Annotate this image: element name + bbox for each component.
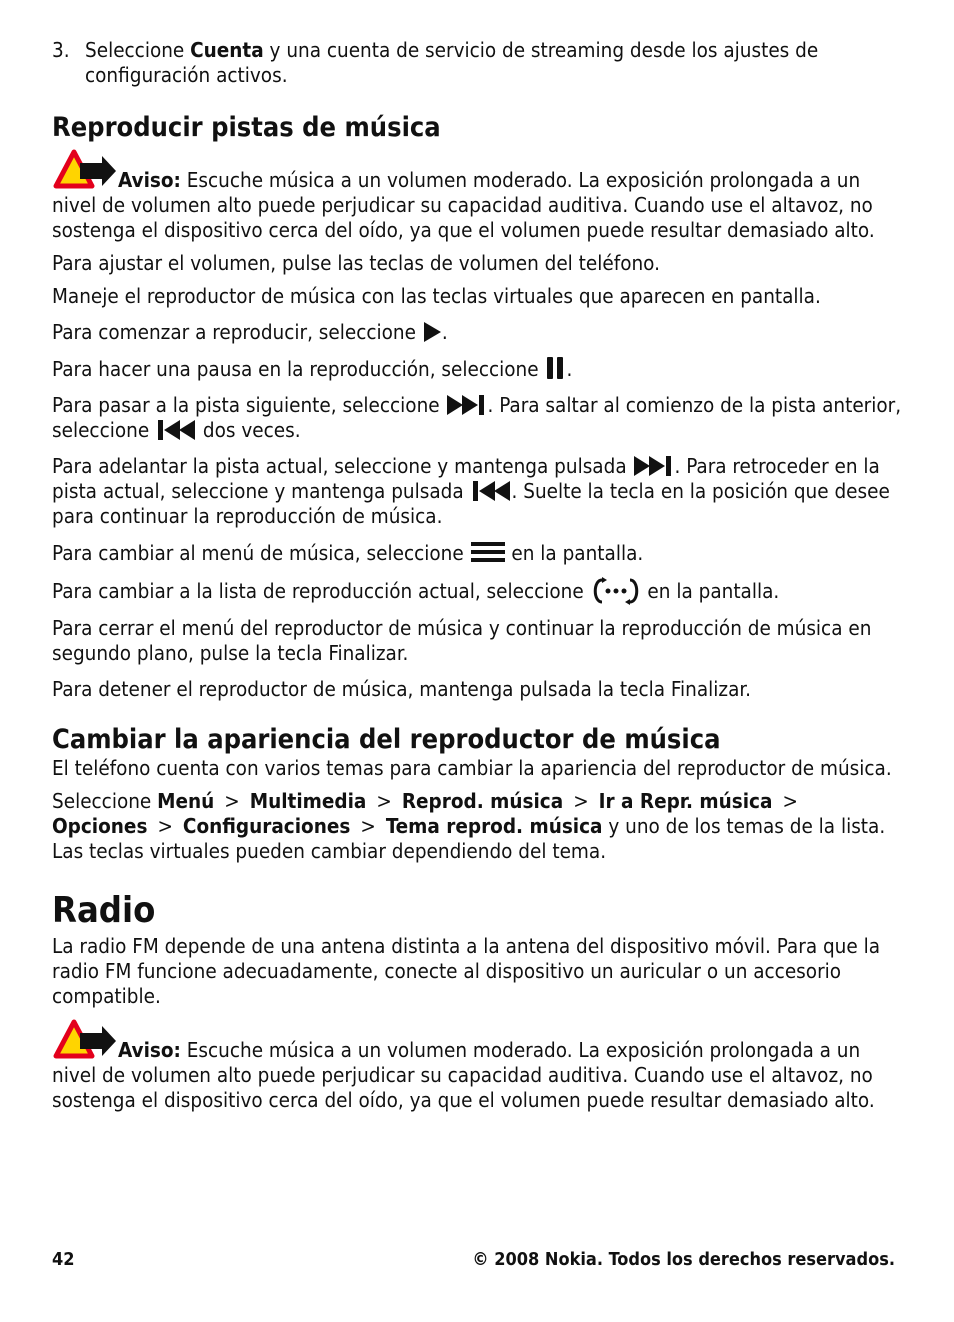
menu-icon <box>470 540 506 564</box>
section-title-play-tracks: Reproducir pistas de música <box>52 112 441 143</box>
paragraph-fast-forward-rewind: Para adelantar la pista actual, seleccione y mantenga pulsada . Para retroceder en la pista actual, seleccione y mantenga pulsada . Suelte la tecla en la posición que desee para continuar la reproducción de música. <box>52 454 890 528</box>
paragraph-stop-player: Para detener el reproductor de música, mantenga pulsada la tecla Finalizar. <box>52 677 751 701</box>
previous-track-icon <box>155 419 197 441</box>
document-page <box>52 38 902 1113</box>
path-item: Tema reprod. música <box>385 814 603 838</box>
step-3: 3. Seleccione Cuenta y una cuenta de servicio de streaming desde los ajustes de configuración activos. <box>52 38 819 87</box>
paragraph-menu-path: Seleccione Menú > Multimedia > Reprod. música > Ir a Repr. música > Opciones > Configuraciones > Tema reprod. música y uno de los temas de la lista. Las teclas virtuales pueden cambiar dependiendo del tema. <box>52 789 886 863</box>
fast-forward-icon <box>632 455 674 477</box>
paragraph-radio-antenna: La radio FM depende de una antena distinta a la antena del dispositivo móvil. Para que la radio FM funcione adecuadamente, conecte al dispositivo un auricular o un accesorio compatible. <box>52 934 881 1008</box>
paragraph-play: Para comenzar a reproducir, seleccione . <box>52 320 448 344</box>
next-track-icon <box>445 394 487 416</box>
warning-icon <box>52 149 116 189</box>
warning-icon <box>52 1019 116 1059</box>
path-item: Reprod. música <box>401 789 564 813</box>
paragraph-next-previous: Para pasar a la pista siguiente, seleccione . Para saltar al comienzo de la pista anterior, seleccione dos veces. <box>52 393 902 442</box>
play-icon <box>422 321 442 343</box>
rewind-icon <box>470 480 512 502</box>
warning-label: Aviso: <box>118 1038 181 1062</box>
path-item: Ir a Repr. música <box>598 789 773 813</box>
path-item: Opciones <box>52 814 148 838</box>
path-item: Configuraciones <box>182 814 351 838</box>
warning-label: Aviso: <box>118 168 181 192</box>
paragraph-playlist: Para cambiar a la lista de reproducción actual, seleccione en la pantalla. <box>52 579 780 603</box>
paragraph-themes: El teléfono cuenta con varios temas para cambiar la apariencia del reproductor de música. <box>52 756 892 780</box>
paragraph-close-menu: Para cerrar el menú del reproductor de música y continuar la reproducción de música en segundo plano, pulse la tecla Finalizar. <box>52 616 872 665</box>
copyright: © 2008 Nokia. Todos los derechos reservados. <box>472 1249 895 1270</box>
pause-icon <box>544 356 566 380</box>
paragraph-music-menu: Para cambiar al menú de música, seleccione en la pantalla. <box>52 541 644 565</box>
paragraph-volume: Para ajustar el volumen, pulse las teclas de volumen del teléfono. <box>52 251 660 275</box>
page-number: 42 <box>52 1249 75 1270</box>
warning-paragraph: Aviso: Escuche música a un volumen moderado. La exposición prolongada a un nivel de volumen alto puede perjudicar su capacidad auditiva. Cuando use el altavoz, no sostenga el dispositivo cerca del oído, ya que el volumen puede resultar demasiado alto. <box>52 149 902 243</box>
page-footer <box>52 1249 895 1270</box>
path-item: Multimedia <box>249 789 367 813</box>
warning-paragraph-radio: Aviso: Escuche música a un volumen moderado. La exposición prolongada a un nivel de volumen alto puede perjudicar su capacidad auditiva. Cuando use el altavoz, no sostenga el dispositivo cerca del oído, ya que el volumen puede resultar demasiado alto. <box>52 1019 902 1113</box>
paragraph-softkeys: Maneje el reproductor de música con las teclas virtuales que aparecen en pantalla. <box>52 284 821 308</box>
playlist-icon <box>590 577 642 605</box>
section-title-appearance: Cambiar la apariencia del reproductor de música <box>52 724 721 755</box>
paragraph-pause: Para hacer una pausa en la reproducción, seleccione . <box>52 357 573 381</box>
path-item: Menú <box>157 789 215 813</box>
step-number: 3. <box>52 38 70 62</box>
bold-term: Cuenta <box>190 38 264 62</box>
section-title-radio: Radio <box>52 890 156 931</box>
